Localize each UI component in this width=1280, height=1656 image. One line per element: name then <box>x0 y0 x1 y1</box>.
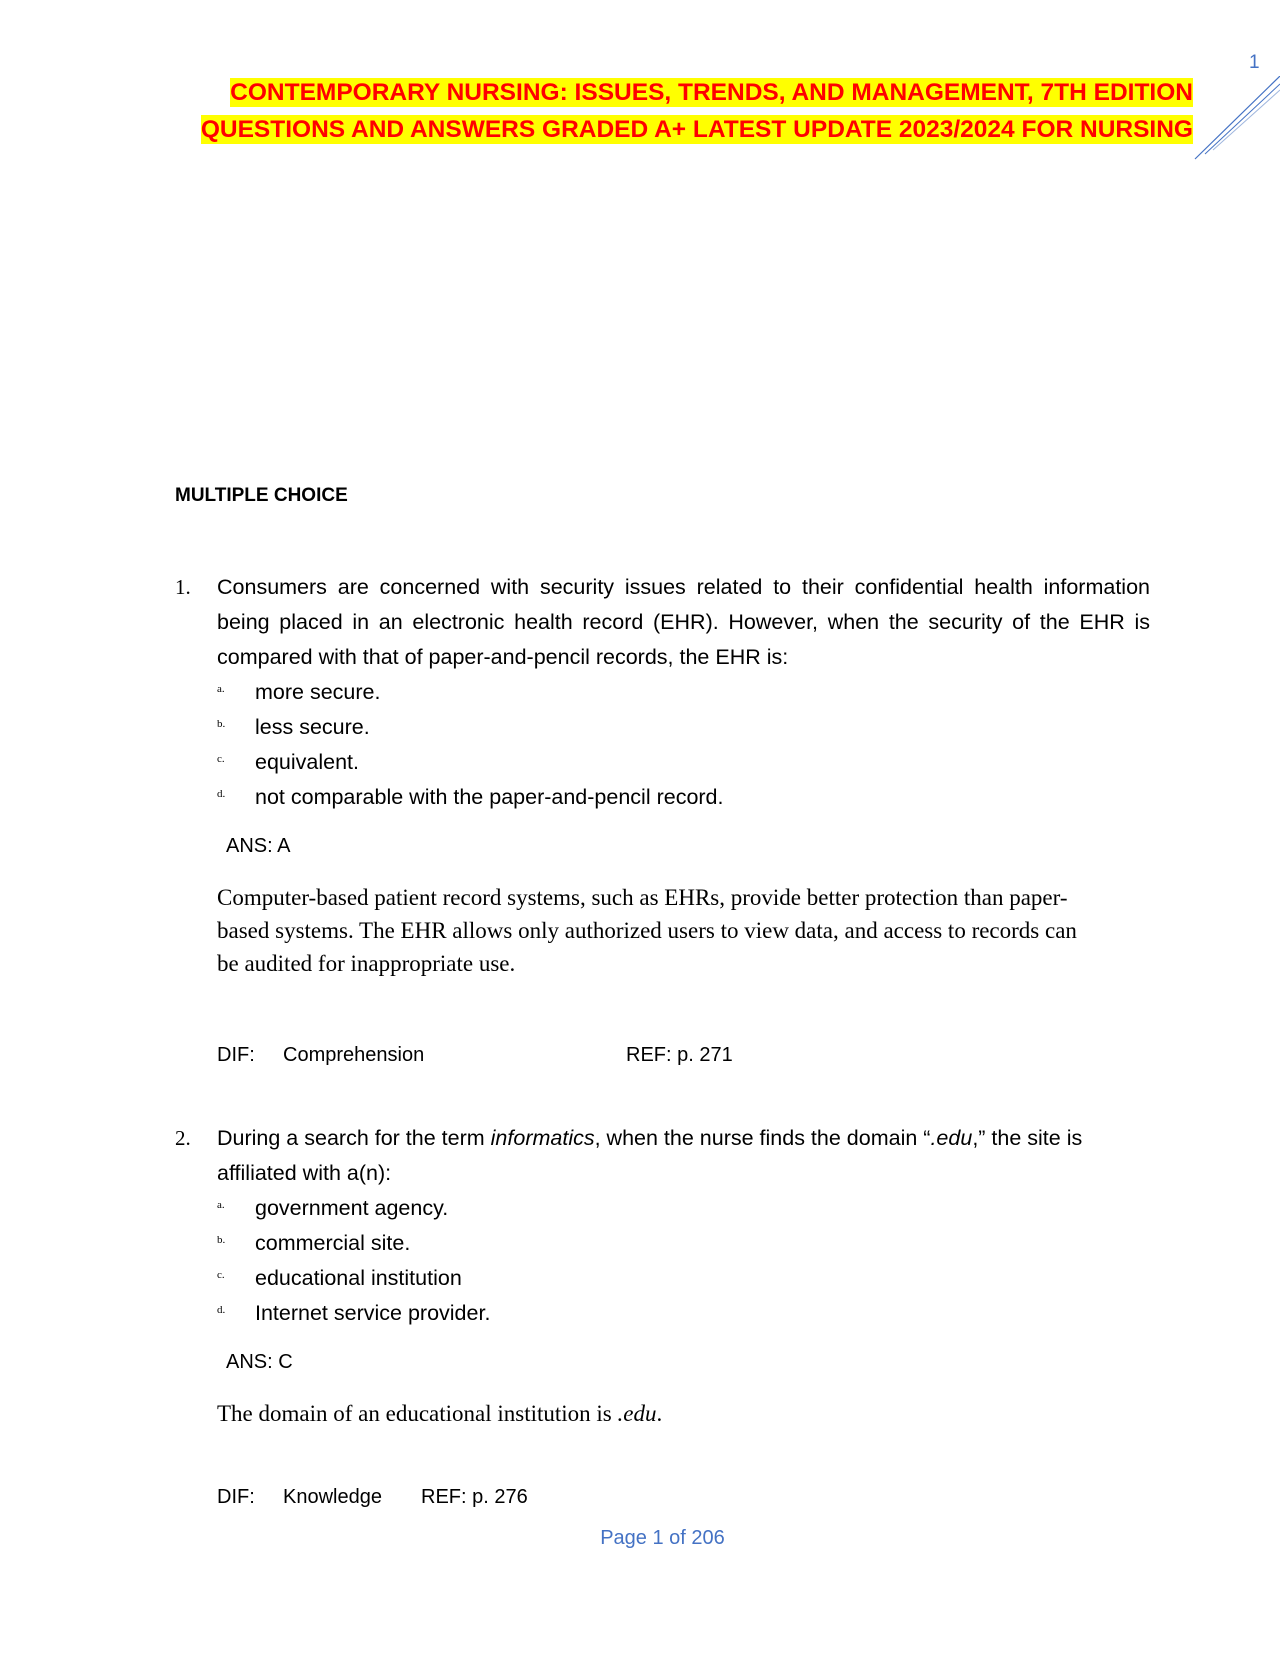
option-text: more secure. <box>255 680 381 704</box>
option-text: not comparable with the paper-and-pencil record. <box>255 785 724 809</box>
option-d <box>217 780 1150 815</box>
option-b <box>217 710 1150 745</box>
option-letter: d. <box>217 1304 226 1316</box>
dif-label: DIF: <box>217 1486 255 1508</box>
dif-value: Comprehension <box>283 1044 425 1066</box>
option-text: equivalent. <box>255 750 359 774</box>
title-line-1: CONTEMPORARY NURSING: ISSUES, TRENDS, AND MANAGEMENT, 7TH EDITION <box>230 79 1193 106</box>
question-meta <box>217 1482 1150 1512</box>
answer-options <box>217 675 1150 815</box>
option-a <box>217 675 1150 710</box>
section-heading: MULTIPLE CHOICE <box>175 485 348 506</box>
dif-value: Knowledge <box>283 1486 382 1508</box>
option-text: government agency. <box>255 1196 449 1220</box>
question-text: Consumers are concerned with security issues related to their confidential health information being placed in an electronic health record (EHR). However, when the security of the EHR is compared with that of paper-and-pencil records, the EHR is: <box>217 575 1150 669</box>
option-letter: c. <box>217 753 225 765</box>
option-c <box>217 1261 1150 1296</box>
ref-value: REF: p. 271 <box>626 1044 733 1066</box>
question-number: 2. <box>175 1126 191 1150</box>
option-text: less secure. <box>255 715 370 739</box>
option-letter: c. <box>217 1269 225 1281</box>
rationale: The domain of an educational institution is .edu. <box>217 1401 663 1426</box>
option-letter: b. <box>217 1234 226 1246</box>
answer-key: ANS: C <box>226 1351 293 1373</box>
question-2 <box>175 1121 1150 1512</box>
rationale: Computer-based patient record systems, such as EHRs, provide better protection than paper-based systems. The EHR allows only authorized users to view data, and access to records can be audited for inappropriate use. <box>217 885 1077 976</box>
option-b <box>217 1226 1150 1261</box>
option-text: Internet service provider. <box>255 1301 491 1325</box>
question-text: During a search for the term informatics, when the nurse finds the domain “.edu,” the site is affiliated with a(n): <box>217 1126 1083 1185</box>
option-text: educational institution <box>255 1266 462 1290</box>
answer-options <box>217 1191 1150 1331</box>
question-meta <box>217 1040 1150 1070</box>
title-line-2: QUESTIONS AND ANSWERS GRADED A+ LATEST UPDATE 2023/2024 FOR NURSING <box>200 116 1193 143</box>
document-title <box>193 74 1193 148</box>
option-letter: a. <box>217 1199 225 1211</box>
option-a <box>217 1191 1150 1226</box>
ref-value: REF: p. 276 <box>421 1486 528 1508</box>
question-1 <box>175 570 1150 1070</box>
option-letter: d. <box>217 788 226 800</box>
page-footer: Page 1 of 206 <box>600 1527 725 1549</box>
question-number: 1. <box>175 575 191 599</box>
option-letter: b. <box>217 718 226 730</box>
dif-label: DIF: <box>217 1044 255 1066</box>
page-number-top: 1 <box>1249 52 1260 73</box>
option-c <box>217 745 1150 780</box>
answer-key: ANS: A <box>226 835 291 857</box>
option-d <box>217 1296 1150 1331</box>
option-letter: a. <box>217 683 225 695</box>
corner-decoration <box>1185 76 1280 171</box>
option-text: commercial site. <box>255 1231 411 1255</box>
